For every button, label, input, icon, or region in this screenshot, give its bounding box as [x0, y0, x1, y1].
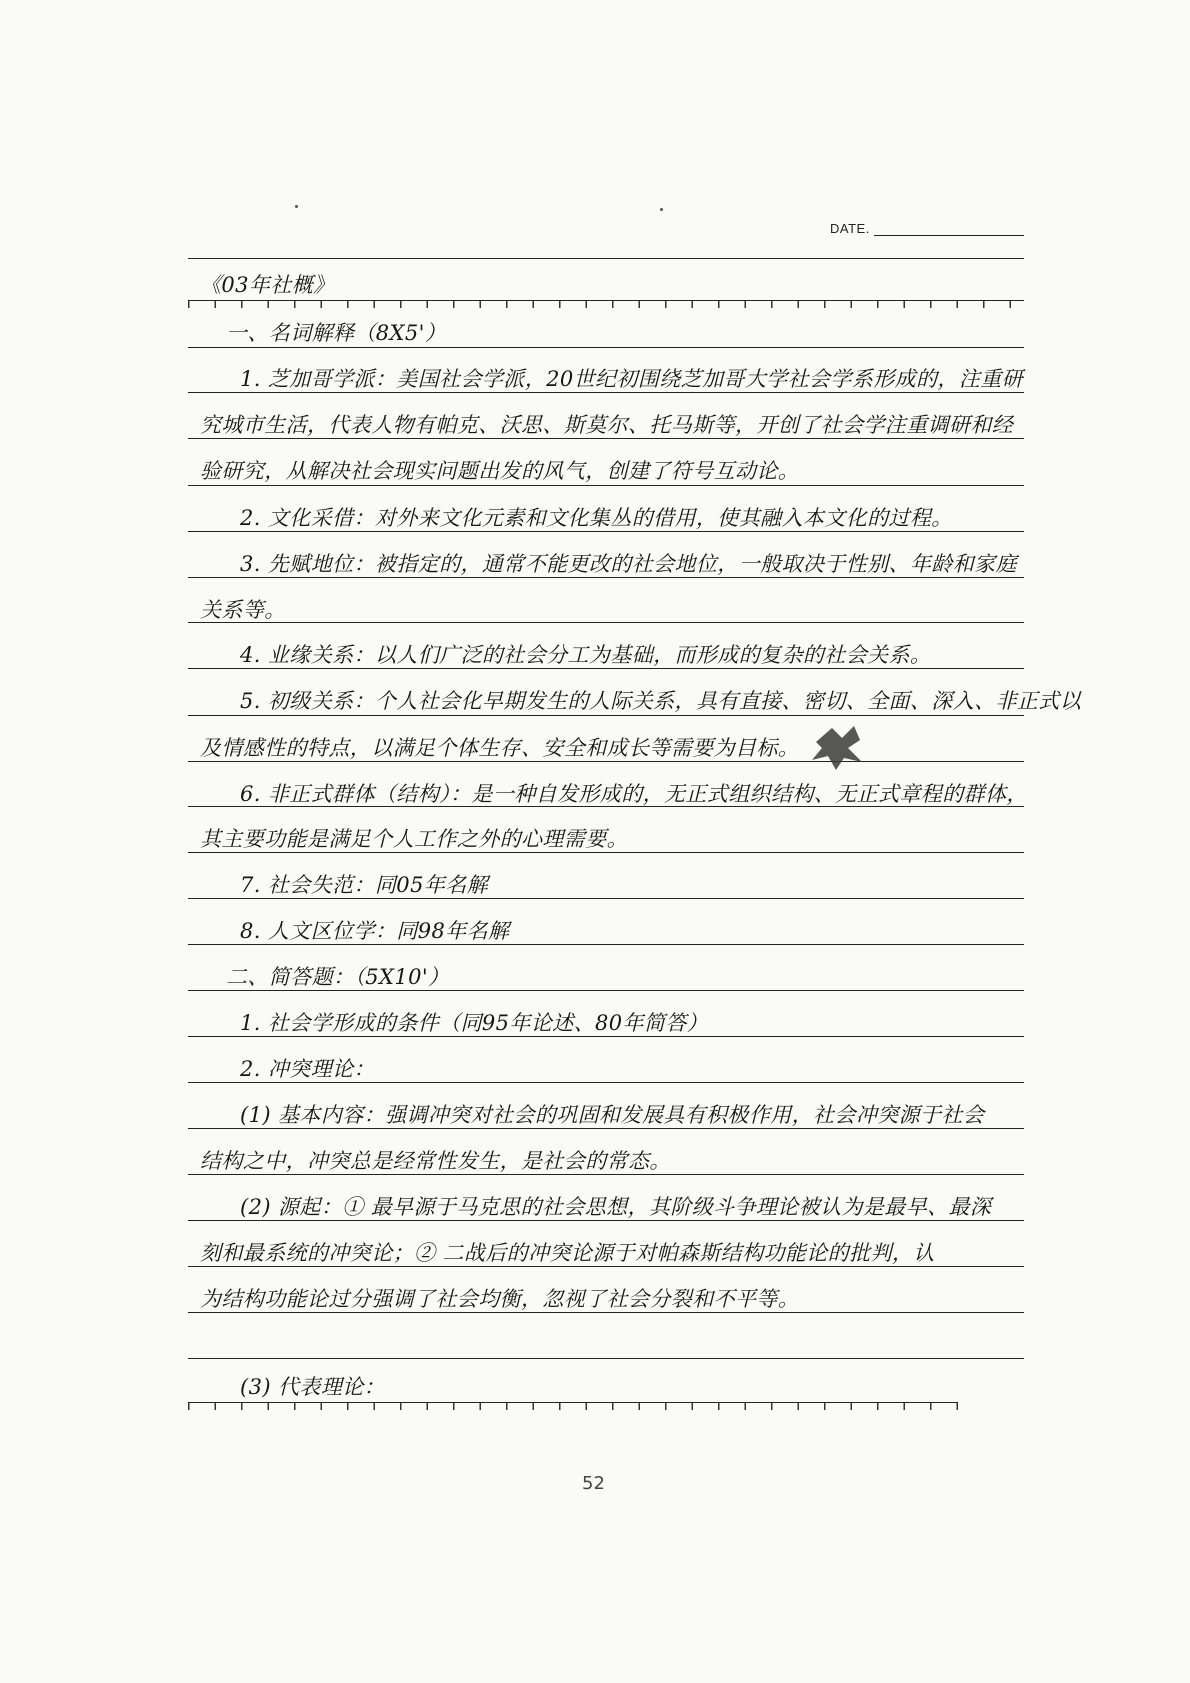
page-number: 52 — [582, 1473, 605, 1494]
note-line: 7. 社会失范：同05年名解 — [240, 873, 489, 897]
ruled-line — [188, 761, 1024, 762]
date-label: DATE. — [830, 221, 870, 236]
note-line: 刻和最系统的冲突论；② 二战后的冲突论源于对帕森斯结构功能论的批判，认 — [200, 1241, 935, 1265]
ruled-line — [188, 1082, 1024, 1083]
ruled-line — [188, 1312, 1024, 1313]
note-line: 6. 非正式群体（结构）：是一种自发形成的，无正式组织结构、无正式章程的群体， — [240, 782, 1028, 806]
ruled-line — [188, 1358, 1024, 1359]
date-underline — [874, 223, 1024, 236]
ruled-line — [188, 1036, 1024, 1037]
ruled-line — [188, 1128, 1024, 1129]
note-line: 验研究，从解决社会现实问题出发的风气，创建了符号互动论。 — [200, 459, 800, 483]
ruled-line — [188, 898, 1024, 899]
ruled-line — [188, 392, 1024, 393]
section-heading: 一、名词解释（8X5'） — [226, 321, 447, 345]
note-line: 及情感性的特点，以满足个体生存、安全和成长等需要为目标。 — [200, 736, 800, 760]
note-line: (1) 基本内容：强调冲突对社会的巩固和发展具有积极作用，社会冲突源于社会 — [240, 1103, 985, 1127]
ruled-line — [188, 485, 1024, 486]
ruled-line — [188, 715, 1024, 716]
date-field — [830, 221, 1024, 236]
note-line: (2) 源起：① 最早源于马克思的社会思想，其阶级斗争理论被认为是最早、最深 — [240, 1195, 992, 1219]
note-line: 1. 社会学形成的条件（同95年论述、80年简答） — [240, 1011, 709, 1035]
ruled-line — [188, 852, 1024, 853]
ruled-line — [188, 990, 1024, 991]
ruled-line — [188, 438, 1024, 439]
ruled-line — [188, 577, 1024, 578]
ruled-line — [188, 1220, 1024, 1221]
ruled-line — [188, 944, 1024, 945]
note-line: 8. 人文区位学：同98年名解 — [240, 919, 510, 943]
note-title: 《03年社概》 — [200, 273, 335, 297]
note-line: 3. 先赋地位：被指定的，通常不能更改的社会地位，一般取决于性别、年龄和家庭 — [240, 552, 1017, 576]
ruled-line — [188, 1266, 1024, 1267]
ruled-line — [188, 1174, 1024, 1175]
note-line: 结构之中，冲突总是经常性发生，是社会的常态。 — [200, 1149, 671, 1173]
section-heading: 二、简答题：（5X10'） — [226, 965, 450, 989]
note-line: 1. 芝加哥学派：美国社会学派，20世纪初围绕芝加哥大学社会学系形成的，注重研 — [240, 367, 1024, 391]
speck — [295, 205, 298, 208]
note-line: 究城市生活，代表人物有帕克、沃思、斯莫尔、托马斯等，开创了社会学注重调研和经 — [200, 413, 1014, 437]
ruled-line — [188, 258, 1024, 259]
ruled-line — [188, 1402, 958, 1410]
note-line: (3) 代表理论： — [240, 1375, 386, 1399]
speck — [660, 208, 663, 211]
note-line: 4. 业缘关系：以人们广泛的社会分工为基础，而形成的复杂的社会关系。 — [240, 643, 932, 667]
note-line: 其主要功能是满足个人工作之外的心理需要。 — [200, 827, 628, 851]
note-line: 2. 文化采借：对外来文化元素和文化集丛的借用，使其融入本文化的过程。 — [240, 506, 953, 530]
ruled-line — [188, 531, 1024, 532]
ruled-line — [188, 347, 1024, 348]
note-line: 5. 初级关系：个人社会化早期发生的人际关系，具有直接、密切、全面、深入、非正式以 — [240, 689, 1082, 713]
note-line: 为结构功能论过分强调了社会均衡，忽视了社会分裂和不平等。 — [200, 1287, 800, 1311]
ruled-line — [188, 300, 1024, 308]
note-line: 关系等。 — [200, 598, 286, 622]
ruled-line — [188, 668, 1024, 669]
ink-smudge — [808, 722, 868, 772]
note-line: 2. 冲突理论： — [240, 1057, 375, 1081]
